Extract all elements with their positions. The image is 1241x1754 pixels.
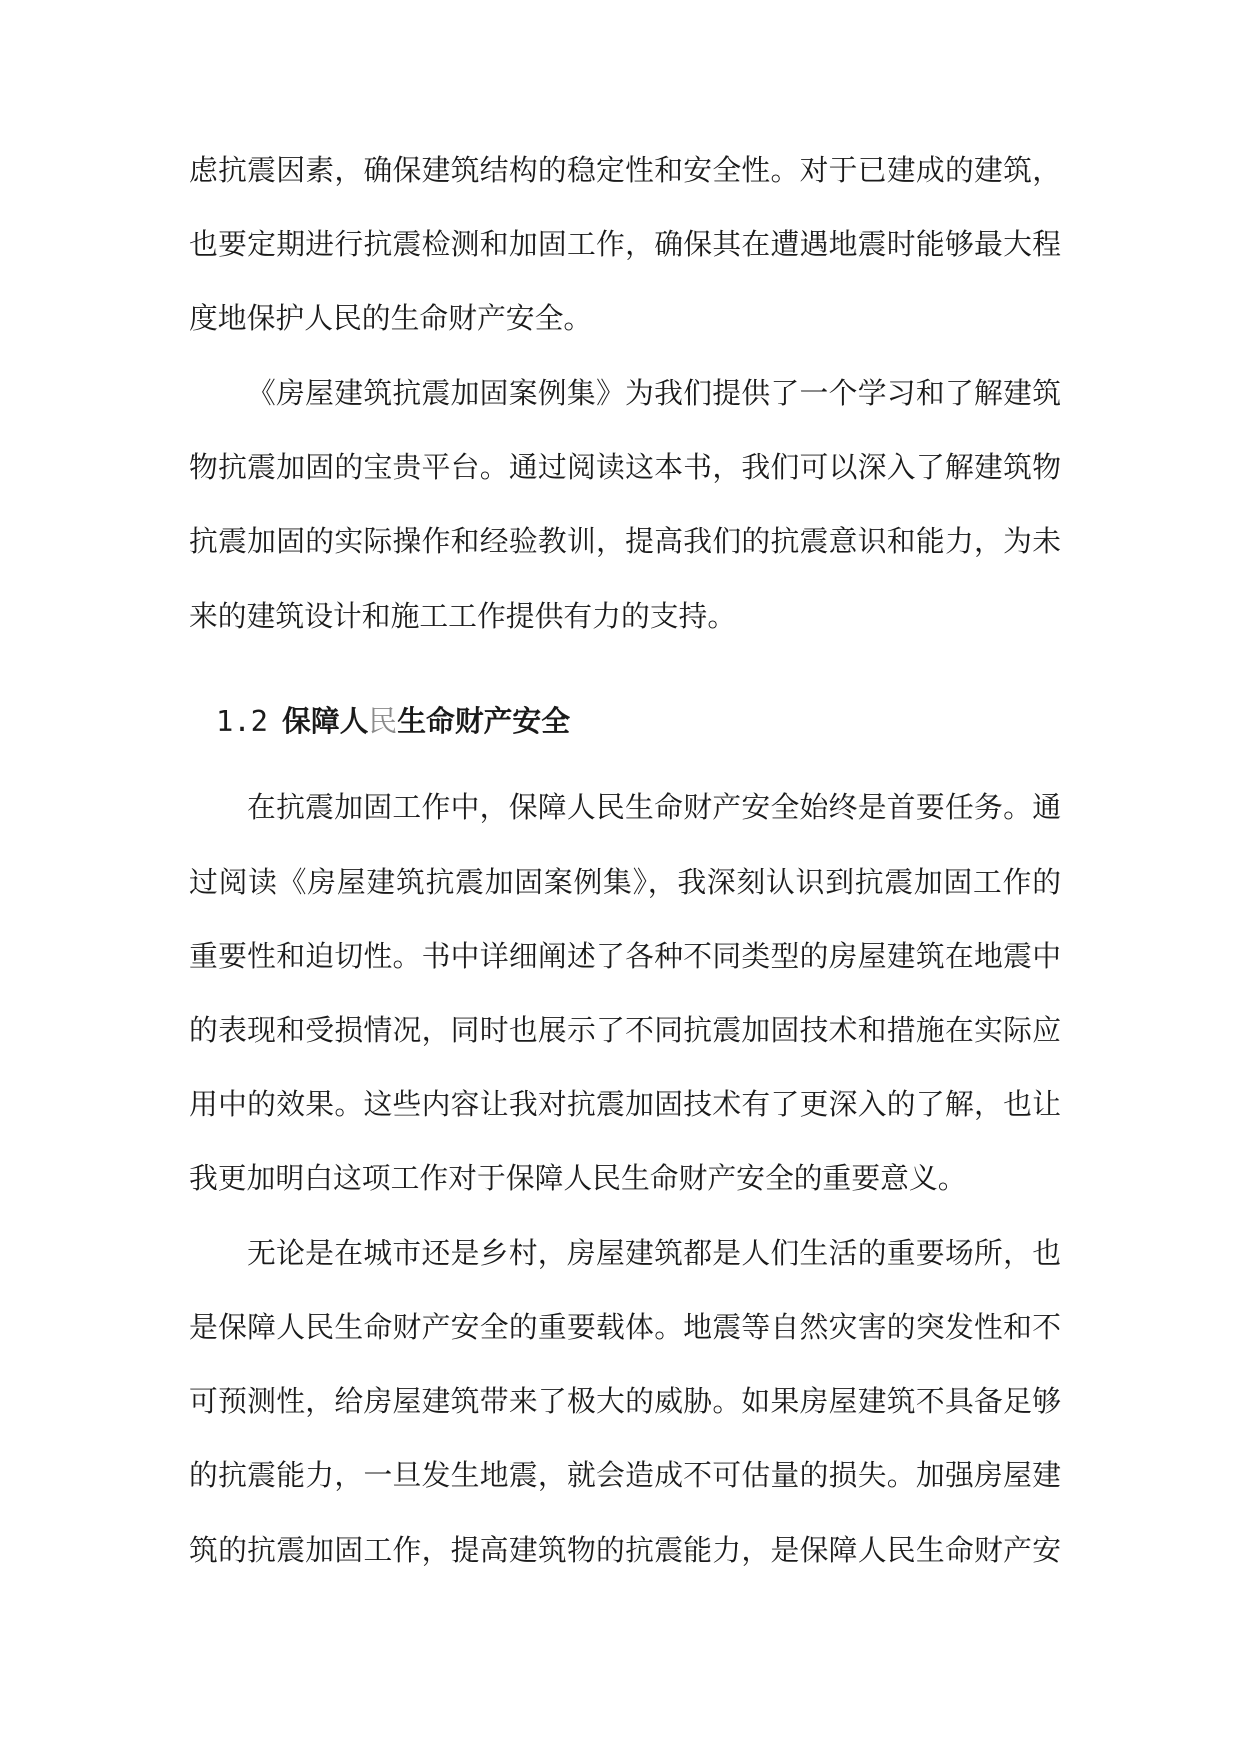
text-line: 《房屋建筑抗震加固案例集》为我们提供了一个学习和了解建筑 [247,376,1061,410]
text-line: 抗震加固的实际操作和经验教训，提高我们的抗震意识和能力，为未 [189,524,1061,558]
text-line: 是保障人民生命财产安全的重要载体。地震等自然灾害的突发性和不 [189,1310,1061,1344]
section-title-part: 民 [368,704,398,738]
text-line: 物抗震加固的宝贵平台。通过阅读这本书，我们可以深入了解建筑物 [189,450,1061,484]
text-line: 虑抗震因素，确保建筑结构的稳定性和安全性。对于已建成的建筑， [189,153,1061,187]
section-title-part: 生命财产安全 [397,704,571,738]
text-line: 也要定期进行抗震检测和加固工作，确保其在遭遇地震时能够最大程 [189,227,1061,261]
text-line: 重要性和迫切性。书中详细阐述了各种不同类型的房屋建筑在地震中 [189,939,1061,973]
text-line: 度地保护人民的生命财产安全。 [189,301,593,335]
text-line: 来的建筑设计和施工工作提供有力的支持。 [189,599,737,633]
text-line: 用中的效果。这些内容让我对抗震加固技术有了更深入的了解，也让 [189,1087,1061,1121]
text-line: 在抗震加固工作中，保障人民生命财产安全始终是首要任务。通 [247,790,1061,824]
text-line: 的表现和受损情况，同时也展示了不同抗震加固技术和措施在实际应 [189,1013,1061,1047]
text-line: 无论是在城市还是乡村，房屋建筑都是人们生活的重要场所，也 [247,1236,1061,1270]
section-title-part: 保障人 [282,704,369,738]
text-line: 筑的抗震加固工作，提高建筑物的抗震能力，是保障人民生命财产安 [189,1533,1061,1567]
section-number: 1.2 [216,704,269,738]
text-line: 可预测性，给房屋建筑带来了极大的威胁。如果房屋建筑不具备足够 [189,1384,1061,1418]
section-heading [216,701,570,741]
text-line: 我更加明白这项工作对于保障人民生命财产安全的重要意义。 [189,1161,967,1195]
text-line: 的抗震能力，一旦发生地震，就会造成不可估量的损失。加强房屋建 [189,1458,1061,1492]
text-line: 过阅读《房屋建筑抗震加固案例集》，我深刻认识到抗震加固工作的 [189,865,1061,899]
